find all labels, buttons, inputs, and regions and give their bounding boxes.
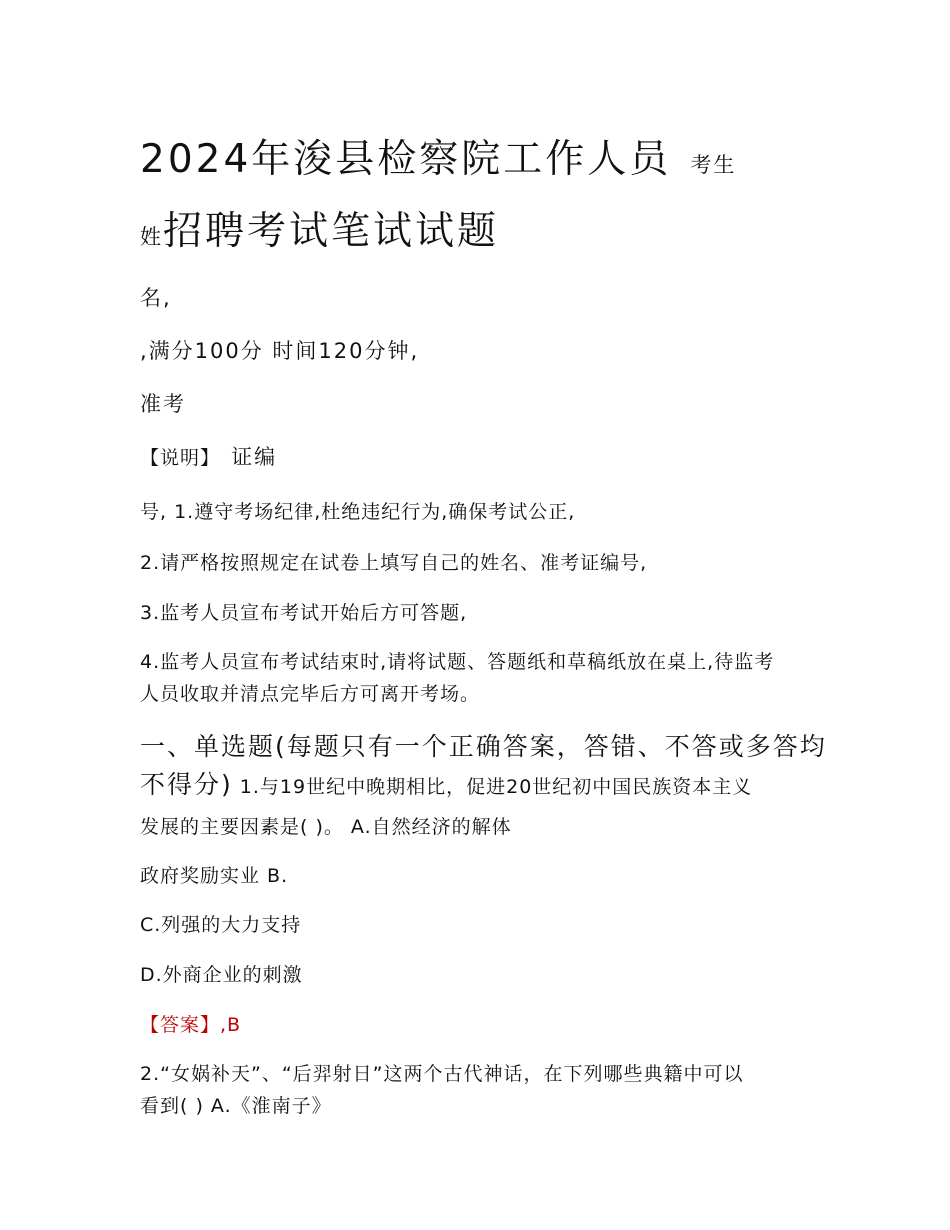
question-1-line: 发展的主要因素是( )。 A.自然经济的解体 [140, 816, 512, 838]
title-line-2 [140, 200, 499, 256]
instruction-line: 号, 1.遵守考场纪律,杜绝违纪行为,确保考试公正, [140, 501, 576, 523]
side-label-surname: 姓 [140, 225, 163, 249]
question-2-line: 2.“女娲补天”、“后羿射日”这两个古代神话，在下列哪些典籍中可以 [140, 1063, 744, 1085]
score-time-line: ,满分100分 时间120分钟, [140, 339, 420, 363]
page-title-part2: 招聘考试笔试试题 [163, 209, 500, 254]
section-title-line-1: 一、单选题(每题只有一个正确答案，答错、不答或多答均 [140, 732, 827, 761]
name-line: 名, [140, 286, 172, 310]
instruction-line: 3.监考人员宣布考试开始后方可答题, [140, 602, 468, 624]
title-line-1 [140, 128, 736, 184]
question-1-option-d: D.外商企业的刺激 [140, 964, 303, 986]
question-1-option-c: C.列强的大力支持 [140, 914, 302, 936]
instruction-line: 2.请严格按照规定在试卷上填写自己的姓名、准考证编号, [140, 552, 648, 574]
question-1-answer: 【答案】,B [140, 1014, 242, 1036]
section-title-line-2 [140, 765, 752, 801]
side-label-examinee: 考生 [690, 153, 737, 177]
instructions-side-text: 证编 [231, 445, 278, 469]
instructions-label: 【说明】 [140, 447, 221, 469]
instruction-line: 人员收取并清点完毕后方可离开考场。 [140, 683, 481, 705]
question-2-line: 看到( ) A.《淮南子》 [140, 1095, 332, 1117]
instruction-line: 4.监考人员宣布考试结束时,请将试题、答题纸和草稿纸放在桌上,待监考 [140, 651, 775, 673]
section-title-end: 不得分) [140, 770, 233, 799]
admission-line: 准考 [140, 392, 186, 416]
question-1-line: 政府奖励实业 B. [140, 865, 289, 887]
page-title-part1: 2024年浚县检察院工作人员 [140, 137, 672, 182]
instructions-header [140, 441, 277, 471]
question-1-start: 1.与19世纪中晚期相比，促进20世纪初中国民族资本主义 [232, 776, 753, 798]
